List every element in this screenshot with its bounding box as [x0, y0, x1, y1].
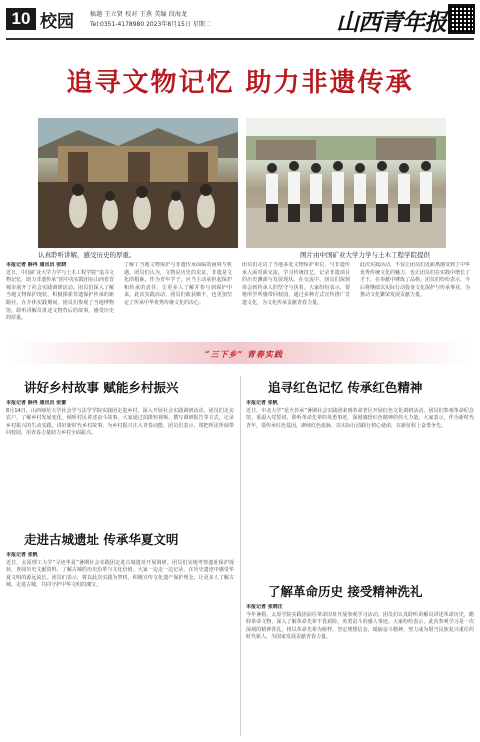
- header-divider: [6, 38, 474, 40]
- article-byline: 本报记者 张帆: [246, 400, 278, 406]
- article-body-rural-stories: [6, 400, 234, 518]
- section-name: 校园: [40, 12, 74, 32]
- photo-group-outdoors: [246, 118, 446, 248]
- page-header: [6, 4, 474, 38]
- article-title-revolution-history: 了解革命历史 接受精神洗礼: [268, 584, 423, 599]
- masthead-logo: 山西青年报: [336, 9, 446, 36]
- article-body-ancient-city: [6, 552, 234, 736]
- lead-text-2: 了解了当地文物保护与非遗传承面临的困境与机遇。团员们认为，文物是历史的见证，非遗是文化的根脉。作为青年学子，应当主动承担起保护和传承的责任，让更多人了解并参与到保护中来。此次实践活动，团员们收获颇丰，也更加坚定了传承中华优秀传统文化的决心。: [124, 262, 232, 306]
- lead-byline: 本报记者 薛冉 通讯员 张晓: [6, 262, 67, 268]
- section-banner-title: “三下乡” 青春实践: [205, 349, 283, 359]
- lead-article-col-4: [360, 262, 470, 340]
- qr-code-icon: [448, 4, 475, 34]
- column-divider: [240, 376, 241, 736]
- article-byline: 本报记者 薛冉 通讯员 张蕾: [6, 400, 67, 406]
- lead-text-1: 近日，中国矿业大学力学与土木工程学院“追寻文物记忆，助力非遗传承”团中央实践团在山西省晋城市展开了社会实践调研活动。团员们深入了解当地文物保护现状，积极探索非遗保护传承的新路径。在介休实践期间，团员们参观了当地博物馆，聆听讲解员讲述文物背后的故事，感受历史的厚重。: [6, 269, 114, 322]
- article-text: 近日，中北大学“星火传承”暑期社会实践团来到革命老区开展红色文化调研活动。团员们参观革命纪念馆，重温入党誓词，聆听革命先辈的英勇事迹，深刻感悟红色精神的伟大力量。大家表示，作为新时代青年，要传承红色基因，赓续红色血脉，以实际行动践行初心使命，在新征程上奋勇争先。: [246, 407, 474, 429]
- article-body-revolution-history: [246, 604, 474, 736]
- article-body-red-memory: [246, 400, 474, 518]
- article-byline: 本报记者 张晓庄: [246, 604, 283, 610]
- article-text: 8月14日，山西师范大学社会学与法学学院实践团走进乡村，深入开展社会实践调研活动。团员们走访农户，了解乡村发展变化，倾听村民讲述奋斗故事。大家通过拍摄短视频、撰写调研报告等方式，记录乡村振兴的生动实践，讲好新时代乡村故事，为乡村振兴注入青春动能。团员们表示，将把所见所闻带回校园，用青春力量助力乡村全面振兴。: [6, 407, 234, 437]
- lead-text-4: 此次实践活动，不仅让团员们近距离感受到了中华优秀传统文化的魅力，也让团员们在实践中增长了才干，在奉献中锤炼了品格。团员们纷纷表示，今后将继续以实际行动投身文化保护与传承事业，为推动文化繁荣发展贡献力量。: [360, 262, 470, 299]
- lead-article-col-1: [6, 262, 114, 340]
- lead-text-3: 团员们走访了当地多处文物保护单位，与非遗传承人面对面交流，学习传统技艺，记录非遗项目的历史渊源与发展现状。在交流中，团员们深刻体会到传承人的坚守与执着。大家纷纷表示，要将所学所感带回校园，通过多种方式宣传推广非遗文化，为文化传承贡献青春力量。: [242, 262, 350, 306]
- photo-caption-left: 认真聆听讲解，感受历史的厚重。: [38, 251, 136, 259]
- lead-article-col-2: [124, 262, 232, 340]
- photo-caption-right: 图片由中国矿业大学力学与土木工程学院提供: [300, 251, 430, 259]
- photo-museum-visit: [38, 118, 238, 248]
- article-title-rural-stories: 讲好乡村故事 赋能乡村振兴: [24, 380, 179, 395]
- lead-article-col-3: [242, 262, 350, 340]
- page-number: 10: [6, 8, 36, 30]
- issue-date: Tel:0351-4178980 2023年8月15日 星期二: [90, 21, 211, 28]
- article-title-red-memory: 追寻红色记忆 传承红色精神: [268, 380, 423, 395]
- main-headline: 追寻文物记忆 助力非遗传承: [66, 68, 414, 98]
- article-text: 近日，太原理工大学“寻迹华夏”暑期社会实践团走进古城遗址开展调研。团员们实地考察遗址保护现状，查阅历史文献资料，了解古城的历史沿革与文化价值。大家一边走一边记录，在历史遗迹中感受华夏文明的源远流长。团员们表示，将以此次实践为契机，积极宣传文化遗产保护理念，让更多人了解古城、走进古城，共同守护中华文明的瑰宝。: [6, 559, 234, 589]
- article-byline: 本报记者 张帆: [6, 552, 38, 558]
- article-text: 今年暑假，太原学院实践团前往革命旧址开展参观学习活动。团员们认真聆听讲解员讲述革命历史，瞻仰革命文物，深入了解革命先辈不畏艰险、英勇奋斗的感人事迹。大家纷纷表示，此次参观学习是一次深刻的精神洗礼，将以革命先辈为榜样，坚定理想信念，砥砺奋斗精神，努力成为堪当民族复兴重任的时代新人，为国家发展贡献青春力量。: [246, 611, 474, 641]
- editor-credits: 稿题 王立贤 校对 王燕 美编 段海龙: [90, 11, 188, 18]
- article-title-ancient-city: 走进古城遗址 传承华夏文明: [24, 532, 179, 547]
